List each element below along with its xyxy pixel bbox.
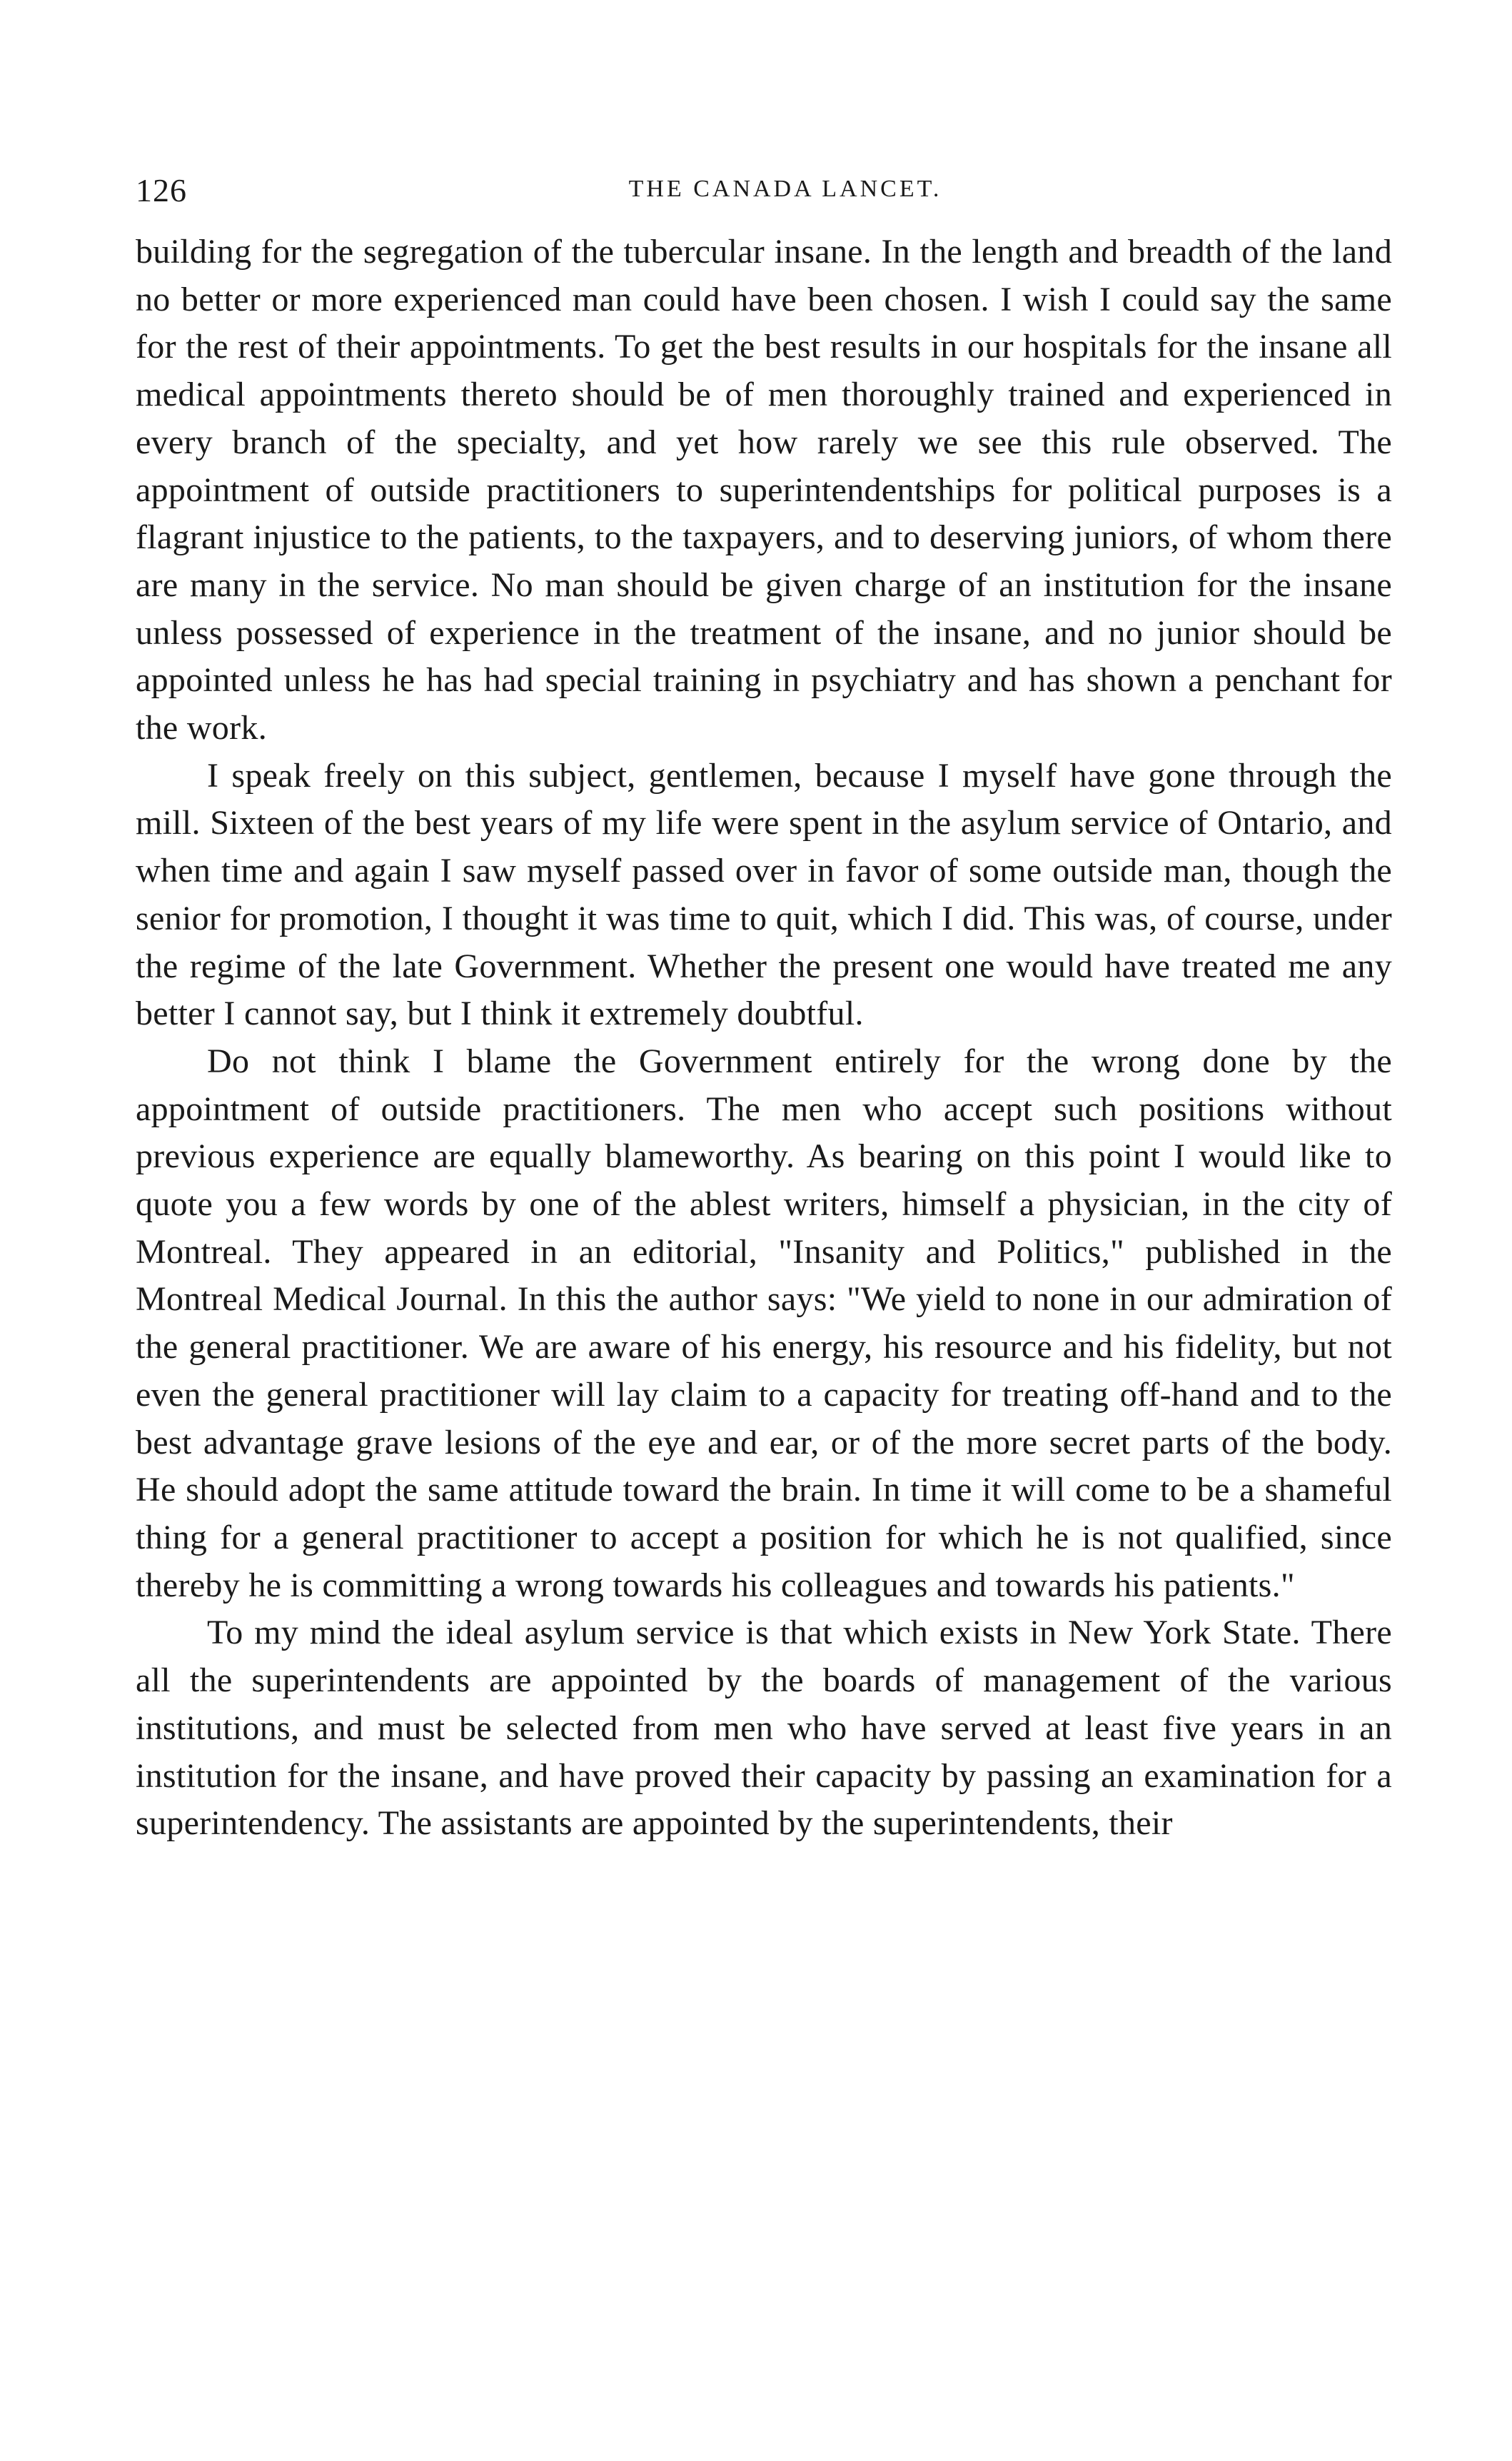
paragraph-1: building for the segregation of the tubercular insane. In the length and breadth of the land no better or more experienced man could have been chosen. I wish I could say the same for the rest of their appointments. To get the best results in our hospitals for the insane all medical appointments thereto should be of men thoroughly trained and experienced in every branch of the specialty, and yet how rarely we see this rule observed. The appointment of outside practitioners to superintendentships for political purposes is a flagrant injustice to the patients, to the taxpayers, and to deserving juniors, of whom there are many in the service. No man should be given charge of an institution for the insane unless possessed of experience in the treatment of the insane, and no junior should be appointed unless he has had special training in psychiatry and has shown a penchant for the work.: [136, 233, 1392, 748]
paragraph-2: I speak freely on this subject, gentlemen, because I myself have gone through the mill. Sixteen of the best years of my life were spent in the asylum service of Ontario, and when time and again I saw myself passed over in favor of some outside man, though the senior for promotion, I thought it was time to quit, which I did. This was, of course, under the regime of the late Government. Whether the present one would have treated me any better I cannot say, but I think it extremely doubtful.: [136, 756, 1392, 1033]
running-title: THE CANADA LANCET.: [628, 176, 942, 202]
page-header: [136, 171, 1392, 228]
page-number: 126: [136, 172, 187, 208]
paragraph-4: To my mind the ideal asylum service is that which exists in New York State. There all the superintendents are appointed by the boards of management of the various institutions, and must be selected from men who have served at least five years in an institution for the insane, and have proved their capacity by passing an examination for a superintendency. The assistants are appointed by the superintendents, their: [136, 1614, 1392, 1843]
body-text: [136, 228, 1392, 1848]
document-page: [136, 171, 1392, 1848]
paragraph-3: Do not think I blame the Government entirely for the wrong done by the appointment of outside practitioners. The men who accept such positions without previous experience are equally blameworthy. As bearing on this point I would like to quote you a few words by one of the ablest writers, himself a physician, in the city of Montreal. They appeared in an editorial, "Insanity and Politics," published in the Montreal Medical Journal. In this the author says: "We yield to none in our admiration of the general practitioner. We are aware of his energy, his resource and his fidelity, but not even the general practitioner will lay claim to a capacity for treating off-hand and to the best advantage grave lesions of the eye and ear, or of the more secret parts of the body. He should adopt the same attitude toward the brain. In time it will come to be a shameful thing for a general practitioner to accept a position for which he is not qualified, since thereby he is committing a wrong towards his colleagues and towards his patients.": [136, 1042, 1392, 1604]
